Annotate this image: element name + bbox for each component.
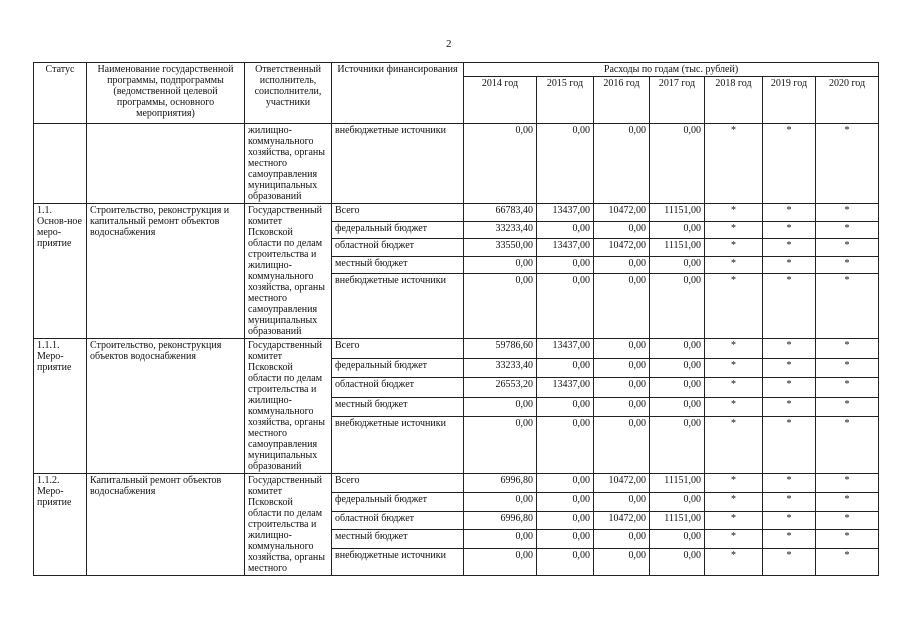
value-cell: * bbox=[705, 358, 763, 378]
table-row bbox=[34, 474, 879, 493]
value-cell: * bbox=[705, 417, 763, 474]
value-cell: * bbox=[705, 492, 763, 511]
value-cell: 13437,00 bbox=[537, 339, 594, 359]
value-cell: 0,00 bbox=[594, 358, 650, 378]
value-cell: 0,00 bbox=[650, 358, 705, 378]
header-year: 2017 год bbox=[650, 77, 705, 124]
value-cell: 0,00 bbox=[594, 339, 650, 359]
header-year: 2016 год bbox=[594, 77, 650, 124]
table-row bbox=[34, 124, 879, 204]
value-cell: 0,00 bbox=[537, 221, 594, 239]
executor-cell: Государственный комитет Псковской области по делам строительства и жилищно-коммунального хозяйства, органы местного самоуправления муниципальных образований bbox=[245, 339, 332, 474]
source-cell: местный бюджет bbox=[332, 397, 464, 417]
source-cell: областной бюджет bbox=[332, 511, 464, 530]
table-row bbox=[34, 204, 879, 222]
status-cell: 1.1.1. Меро-приятие bbox=[34, 339, 87, 474]
value-cell: 0,00 bbox=[537, 549, 594, 576]
value-cell: 11151,00 bbox=[650, 239, 705, 257]
value-cell: 0,00 bbox=[464, 530, 537, 549]
source-cell: федеральный бюджет bbox=[332, 492, 464, 511]
executor-cell: Государственный комитет Псковской области по делам строительства и жилищно-коммунального хозяйства, органы местного самоуправления муниципальных образований bbox=[245, 204, 332, 339]
value-cell: 0,00 bbox=[594, 256, 650, 274]
value-cell: 0,00 bbox=[464, 549, 537, 576]
value-cell: 59786,60 bbox=[464, 339, 537, 359]
value-cell: 0,00 bbox=[464, 492, 537, 511]
value-cell: 10472,00 bbox=[594, 239, 650, 257]
value-cell: * bbox=[705, 474, 763, 493]
value-cell: * bbox=[705, 549, 763, 576]
value-cell: * bbox=[705, 274, 763, 339]
value-cell: * bbox=[763, 549, 816, 576]
value-cell: 0,00 bbox=[650, 549, 705, 576]
source-cell: местный бюджет bbox=[332, 530, 464, 549]
value-cell: * bbox=[705, 378, 763, 398]
value-cell: * bbox=[816, 124, 879, 204]
value-cell: 6996,80 bbox=[464, 511, 537, 530]
value-cell: * bbox=[816, 417, 879, 474]
value-cell: 0,00 bbox=[537, 274, 594, 339]
value-cell: 0,00 bbox=[537, 256, 594, 274]
source-cell: внебюджетные источники bbox=[332, 124, 464, 204]
value-cell: * bbox=[763, 239, 816, 257]
value-cell: 0,00 bbox=[537, 358, 594, 378]
page-number: 2 bbox=[446, 38, 452, 50]
value-cell: 0,00 bbox=[594, 397, 650, 417]
value-cell: * bbox=[816, 256, 879, 274]
value-cell: * bbox=[816, 530, 879, 549]
value-cell: * bbox=[763, 474, 816, 493]
value-cell: 0,00 bbox=[650, 256, 705, 274]
header-year: 2020 год bbox=[816, 77, 879, 124]
header-year: 2018 год bbox=[705, 77, 763, 124]
value-cell: * bbox=[816, 339, 879, 359]
value-cell: * bbox=[705, 530, 763, 549]
value-cell: 0,00 bbox=[594, 378, 650, 398]
value-cell: 0,00 bbox=[537, 124, 594, 204]
status-cell bbox=[34, 124, 87, 204]
value-cell: 0,00 bbox=[537, 417, 594, 474]
value-cell: * bbox=[816, 239, 879, 257]
source-cell: Всего bbox=[332, 339, 464, 359]
header-executor: Ответственный исполнитель, соисполнители, участники bbox=[245, 63, 332, 124]
name-cell: Строительство, реконструкция и капитальный ремонт объектов водоснабжения bbox=[87, 204, 245, 339]
status-cell: 1.1. Основ-ное меро-приятие bbox=[34, 204, 87, 339]
value-cell: 0,00 bbox=[594, 274, 650, 339]
value-cell: * bbox=[705, 124, 763, 204]
header-year: 2014 год bbox=[464, 77, 537, 124]
value-cell: * bbox=[763, 492, 816, 511]
value-cell: * bbox=[763, 124, 816, 204]
name-cell: Капитальный ремонт объектов водоснабжения bbox=[87, 474, 245, 576]
value-cell: * bbox=[763, 378, 816, 398]
value-cell: * bbox=[816, 474, 879, 493]
value-cell: 33233,40 bbox=[464, 358, 537, 378]
source-cell: местный бюджет bbox=[332, 256, 464, 274]
value-cell: * bbox=[705, 397, 763, 417]
value-cell: 0,00 bbox=[650, 124, 705, 204]
value-cell: * bbox=[763, 221, 816, 239]
status-cell: 1.1.2. Меро-приятие bbox=[34, 474, 87, 576]
value-cell: * bbox=[816, 221, 879, 239]
value-cell: 0,00 bbox=[594, 417, 650, 474]
value-cell: * bbox=[763, 358, 816, 378]
value-cell: 11151,00 bbox=[650, 474, 705, 493]
value-cell: * bbox=[763, 339, 816, 359]
value-cell: 0,00 bbox=[464, 397, 537, 417]
value-cell: 0,00 bbox=[537, 397, 594, 417]
value-cell: 0,00 bbox=[650, 397, 705, 417]
value-cell: * bbox=[816, 204, 879, 222]
name-cell bbox=[87, 124, 245, 204]
value-cell: * bbox=[763, 397, 816, 417]
value-cell: * bbox=[705, 339, 763, 359]
value-cell: 0,00 bbox=[650, 530, 705, 549]
value-cell: 10472,00 bbox=[594, 511, 650, 530]
header-name: Наименование государственной программы, подпрограммы (ведомственной целевой программы, основного мероприятия) bbox=[87, 63, 245, 124]
value-cell: * bbox=[816, 274, 879, 339]
value-cell: 0,00 bbox=[464, 124, 537, 204]
budget-table bbox=[33, 62, 879, 576]
value-cell: 33233,40 bbox=[464, 221, 537, 239]
source-cell: внебюджетные источники bbox=[332, 274, 464, 339]
value-cell: * bbox=[816, 492, 879, 511]
value-cell: * bbox=[705, 221, 763, 239]
header-row bbox=[34, 63, 879, 77]
source-cell: областной бюджет bbox=[332, 239, 464, 257]
executor-cell: Государственный комитет Псковской области по делам строительства и жилищно-коммунального хозяйства, органы местного bbox=[245, 474, 332, 576]
value-cell: 0,00 bbox=[650, 378, 705, 398]
value-cell: 0,00 bbox=[594, 221, 650, 239]
value-cell: 0,00 bbox=[650, 417, 705, 474]
value-cell: 0,00 bbox=[464, 274, 537, 339]
value-cell: 0,00 bbox=[650, 274, 705, 339]
source-cell: Всего bbox=[332, 474, 464, 493]
value-cell: * bbox=[705, 239, 763, 257]
value-cell: 0,00 bbox=[594, 492, 650, 511]
value-cell: 6996,80 bbox=[464, 474, 537, 493]
name-cell: Строительство, реконструкция объектов водоснабжения bbox=[87, 339, 245, 474]
value-cell: * bbox=[763, 256, 816, 274]
source-cell: областной бюджет bbox=[332, 378, 464, 398]
value-cell: 0,00 bbox=[594, 124, 650, 204]
value-cell: 66783,40 bbox=[464, 204, 537, 222]
value-cell: 33550,00 bbox=[464, 239, 537, 257]
value-cell: 11151,00 bbox=[650, 204, 705, 222]
value-cell: 0,00 bbox=[594, 549, 650, 576]
source-cell: внебюджетные источники bbox=[332, 417, 464, 474]
header-source: Источники финансирования bbox=[332, 63, 464, 124]
value-cell: * bbox=[763, 417, 816, 474]
executor-cell: жилищно-коммунального хозяйства, органы местного самоуправления муниципальных образований bbox=[245, 124, 332, 204]
value-cell: * bbox=[705, 204, 763, 222]
value-cell: 10472,00 bbox=[594, 474, 650, 493]
value-cell: * bbox=[763, 274, 816, 339]
value-cell: * bbox=[816, 511, 879, 530]
value-cell: 0,00 bbox=[537, 530, 594, 549]
value-cell: 13437,00 bbox=[537, 204, 594, 222]
value-cell: 13437,00 bbox=[537, 239, 594, 257]
value-cell: * bbox=[705, 511, 763, 530]
header-year: 2015 год bbox=[537, 77, 594, 124]
value-cell: * bbox=[816, 378, 879, 398]
source-cell: федеральный бюджет bbox=[332, 221, 464, 239]
value-cell: 26553,20 bbox=[464, 378, 537, 398]
value-cell: 0,00 bbox=[594, 530, 650, 549]
source-cell: федеральный бюджет bbox=[332, 358, 464, 378]
header-status: Статус bbox=[34, 63, 87, 124]
value-cell: * bbox=[705, 256, 763, 274]
value-cell: * bbox=[816, 358, 879, 378]
table-row bbox=[34, 339, 879, 359]
value-cell: 0,00 bbox=[464, 256, 537, 274]
value-cell: * bbox=[763, 530, 816, 549]
header-year: 2019 год bbox=[763, 77, 816, 124]
value-cell: 13437,00 bbox=[537, 378, 594, 398]
value-cell: * bbox=[816, 549, 879, 576]
value-cell: * bbox=[816, 397, 879, 417]
value-cell: 0,00 bbox=[650, 492, 705, 511]
value-cell: 0,00 bbox=[464, 417, 537, 474]
value-cell: 0,00 bbox=[537, 511, 594, 530]
header-expenses: Расходы по годам (тыс. рублей) bbox=[464, 63, 879, 77]
source-cell: внебюджетные источники bbox=[332, 549, 464, 576]
value-cell: * bbox=[763, 511, 816, 530]
source-cell: Всего bbox=[332, 204, 464, 222]
value-cell: * bbox=[763, 204, 816, 222]
value-cell: 0,00 bbox=[537, 492, 594, 511]
value-cell: 10472,00 bbox=[594, 204, 650, 222]
value-cell: 11151,00 bbox=[650, 511, 705, 530]
value-cell: 0,00 bbox=[650, 221, 705, 239]
value-cell: 0,00 bbox=[537, 474, 594, 493]
value-cell: 0,00 bbox=[650, 339, 705, 359]
